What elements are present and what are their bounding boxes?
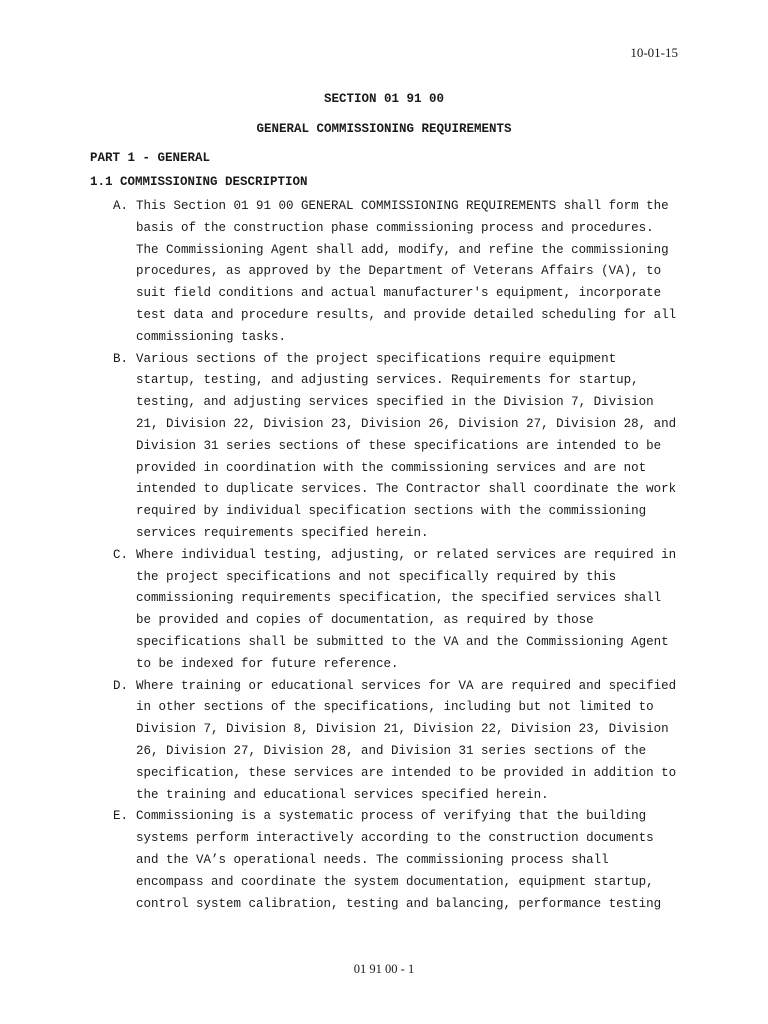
list-item-e	[113, 806, 683, 915]
list-item-d	[113, 676, 683, 807]
list-item-text: Where individual testing, adjusting, or related services are required in the project specifications and not specifically required by this commissioning requirements specification, the specified services shall be provided and copies of documentation, as required by those specifications shall be submitted to the VA and the Commissioning Agent to be indexed for future reference.	[136, 547, 677, 671]
list-item-c	[113, 545, 683, 676]
list-item-letter: A.	[113, 199, 129, 213]
list-item-text: This Section 01 91 00 GENERAL COMMISSIONING REQUIREMENTS shall form the basis of the construction phase commissioning process and procedures. The Commissioning Agent shall add, modify, and refine the commissioning procedures, as approved by the Department of Veterans Affairs (VA), to suit field conditions and actual manufacturer's equipment, incorporate test data and procedure results, and provide detailed scheduling for all commissioning tasks.	[136, 199, 677, 344]
list-item-b	[113, 349, 683, 545]
list-item-text: Various sections of the project specifications require equipment startup, testing, and adjusting services. Requirements for startup, testing, and adjusting services specified in the Division 7, Division 21, Division 22, Division 23, Division 26, Division 27, Division 28, and Division 31 series sections of these specifications are intended to be provided in coordination with the commissioning services and are not intended to duplicate services. The Contractor shall coordinate the work required by individual specification sections with the commissioning services requirements specified herein.	[136, 351, 677, 540]
subsection-heading: 1.1 COMMISSIONING DESCRIPTION	[90, 175, 308, 189]
list-item-a	[113, 196, 683, 349]
list-item-letter: B.	[113, 351, 129, 366]
page-number: 01 91 00 - 1	[353, 962, 415, 976]
list-item-text: Where training or educational services for VA are required and specified in other sections of the specifications, including but not limited to Division 7, Division 8, Division 21, Division 22, Division 23, Division 26, Division 27, Division 28, and Division 31 series sections of the specification, these services are intended to be provided in addition to the training and educational services specified herein.	[136, 678, 677, 802]
list-item-letter: D.	[113, 678, 129, 693]
document-title: GENERAL COMMISSIONING REQUIREMENTS	[256, 122, 512, 136]
requirements-list	[113, 196, 683, 915]
list-item-text: Commissioning is a systematic process of verifying that the building systems perform interactively according to the construction documents and the VA’s operational needs. The commissioning process shall encompass and coordinate the system documentation, equipment startup, control system calibration, testing and balancing, performance testing	[136, 809, 662, 911]
list-item-letter: C.	[113, 547, 129, 562]
part-heading: PART 1 - GENERAL	[90, 151, 211, 165]
list-item-letter: E.	[113, 809, 129, 824]
section-title: SECTION 01 91 00	[323, 92, 445, 106]
revision-date: 10-01-15	[630, 45, 678, 60]
